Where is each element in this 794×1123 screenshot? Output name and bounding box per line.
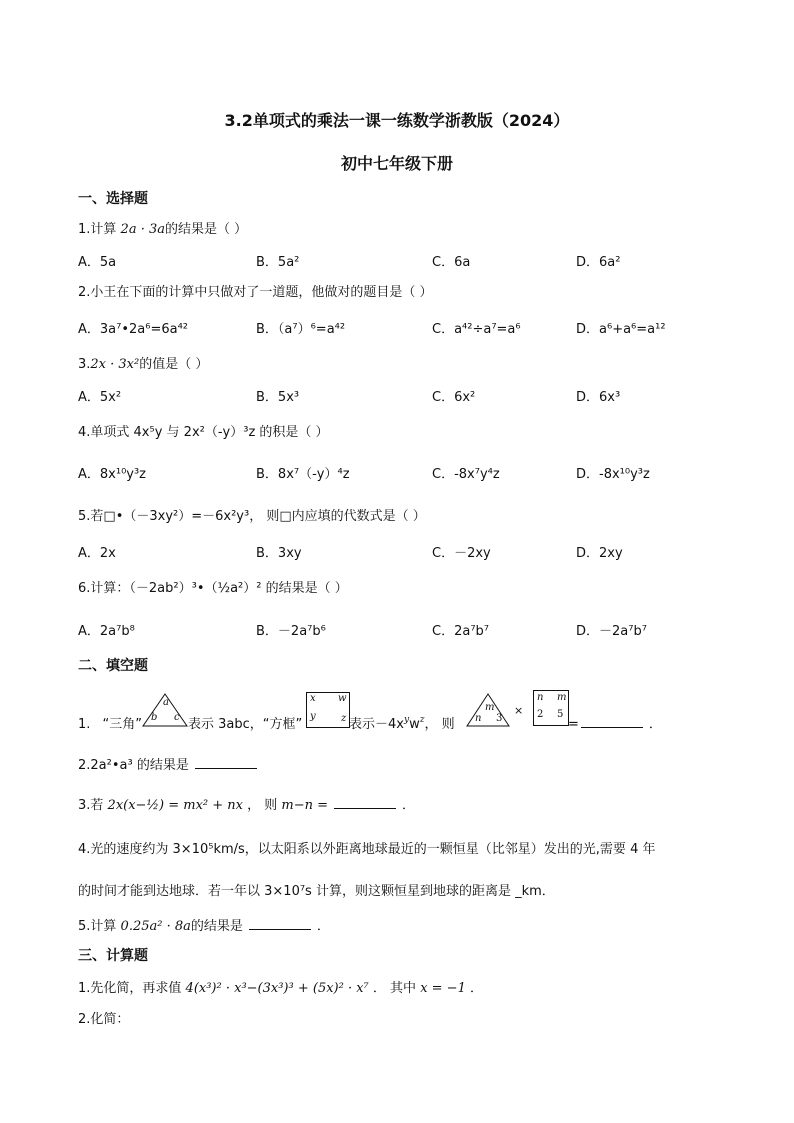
question-3: 3.2x · 3x²的值是（ ）	[78, 357, 209, 372]
fill-question-2: 2.2a²•a³ 的结果是	[78, 754, 263, 773]
page-subtitle: 初中七年级下册	[340, 154, 453, 173]
section-heading: 二、填空题	[78, 658, 148, 674]
option-c: C．6x²	[432, 390, 476, 405]
option-d: D．-8x¹⁰y³z	[576, 467, 650, 482]
answer-blank[interactable]	[195, 756, 257, 769]
triangle-figure: m n 3	[466, 693, 510, 727]
option-a: A．8x¹⁰y³z	[78, 467, 147, 482]
fill-text: 表示 3abc，“方框”	[188, 717, 303, 732]
option-d: D．a⁶+a⁶=a¹²	[576, 322, 666, 337]
question-6: 6.计算：（－2ab²）³•（½a²）² 的结果是（ ）	[78, 581, 348, 596]
section-heading: 三、计算题	[78, 948, 148, 964]
triangle-figure: a b c	[142, 693, 188, 727]
option-c: C．-8x⁷y⁴z	[432, 467, 500, 482]
calc-question-2: 2.化简：	[78, 1012, 130, 1027]
answer-blank[interactable]	[334, 796, 396, 809]
option-a: A．5x²	[78, 390, 122, 405]
option-d: D．6x³	[576, 390, 621, 405]
question-1: 1.计算 2a · 3a的结果是（ ）	[78, 222, 248, 237]
fill-text: 表示$-4x^yw^z$， 则	[349, 714, 455, 732]
option-b: B．（a⁷）⁶=a⁴²	[256, 322, 346, 337]
option-c: C．－2xy	[432, 546, 491, 561]
option-a: A．3a⁷•2a⁶=6a⁴²	[78, 322, 189, 337]
fill-question-1: 1. “三角”	[78, 717, 143, 732]
option-a: A．2a⁷b⁸	[78, 624, 135, 639]
fill-text: = ．	[568, 717, 662, 732]
option-b: B．5x³	[256, 390, 300, 405]
answer-blank[interactable]	[581, 715, 643, 728]
option-b: B．3xy	[256, 546, 302, 561]
option-c: C．a⁴²÷a⁷=a⁶	[432, 322, 521, 337]
box-figure: x w y z	[306, 692, 350, 728]
option-a: A．5a	[78, 255, 117, 270]
option-a: A．2x	[78, 546, 116, 561]
fill-question-5: 5.计算 0.25a² · 8a的结果是 ．	[78, 919, 330, 934]
option-d: D．2xy	[576, 546, 623, 561]
option-d: D．－2a⁷b⁷	[576, 624, 647, 639]
box-figure: n m 2 5	[533, 690, 569, 726]
fill-question-3: 3.若 2x(x−½) = mx² + nx ， 则 m−n = ．	[78, 798, 416, 813]
question-4: 4.单项式 4x⁵y 与 2x²（-y）³z 的积是（ ）	[78, 425, 329, 440]
fill-question-4-line2: 的时间才能到达地球．若一年以 3×10⁷s 计算，则这颗恒星到地球的距离是 _km．	[78, 884, 555, 899]
option-b: B．－2a⁷b⁶	[256, 624, 326, 639]
times-sign: ×	[514, 704, 524, 717]
page-title: 3.2单项式的乘法一课一练数学浙教版（2024）	[224, 111, 570, 130]
section-heading: 一、选择题	[78, 191, 148, 207]
calc-question-1: 1.先化简，再求值 4(x³)² · x³−(3x³)³ + (5x)² · x⁷ ． 其中 x = −1 ．	[78, 981, 483, 996]
option-b: B．5a²	[256, 255, 300, 270]
fill-question-4: 4.光的速度约为 3×10⁵km/s，以太阳系以外距离地球最近的一颗恒星（比邻星）发出的光,需要 4 年	[78, 842, 656, 857]
answer-blank[interactable]	[249, 917, 311, 930]
option-d: D．6a²	[576, 255, 621, 270]
option-c: C．6a	[432, 255, 471, 270]
question-5: 5.若□•（－3xy²）=－6x²y³， 则□内应填的代数式是（ ）	[78, 509, 426, 524]
question-2: 2.小王在下面的计算中只做对了一道题，他做对的题目是（ ）	[78, 285, 433, 300]
option-c: C．2a⁷b⁷	[432, 624, 489, 639]
option-b: B．8x⁷（-y）⁴z	[256, 467, 350, 482]
